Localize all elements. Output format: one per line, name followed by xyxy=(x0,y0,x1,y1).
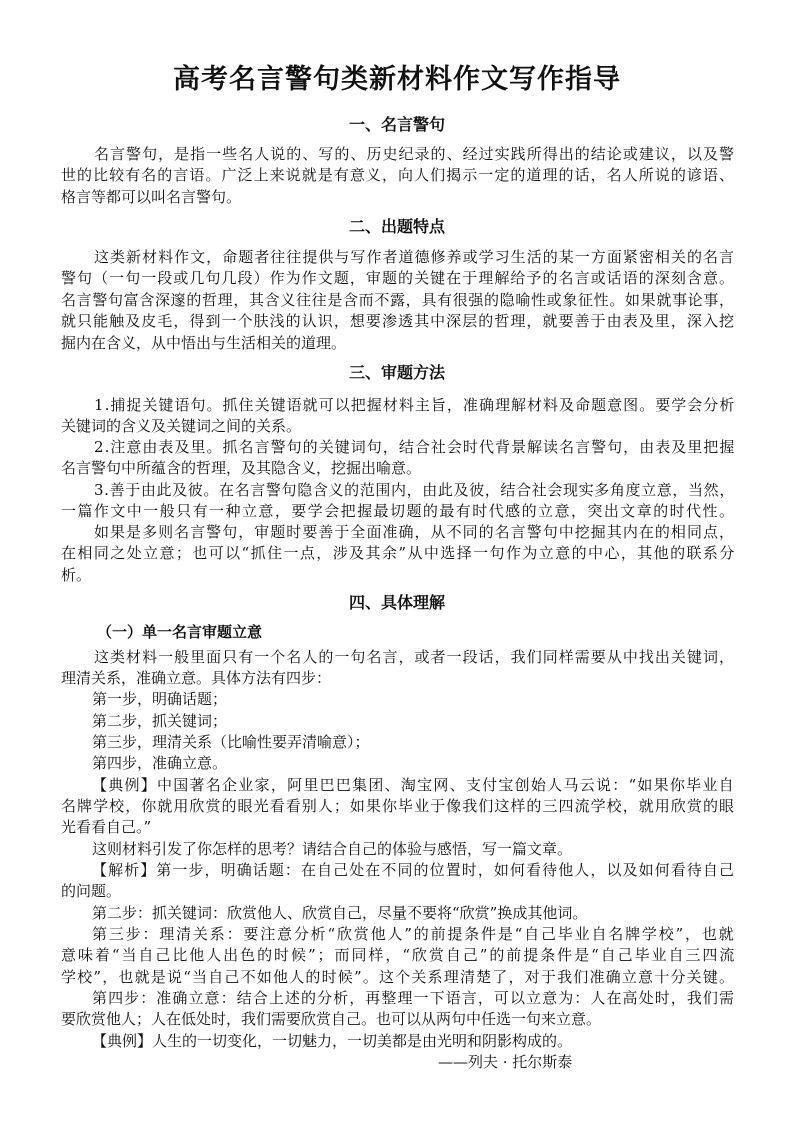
paragraph-line: 这类新材料作文，命题者往往提供与写作者道德修养或学习生活的某一方面紧密相关的名言 xyxy=(94,248,736,266)
paragraph-line: 警句（一句一段或几句几段）作为作文题，审题的关键在于理解给予的名言或话语的深刻含意。 xyxy=(61,269,736,287)
paragraph-line: 关键词的含义及关键词之间的关系。 xyxy=(61,417,302,435)
paragraph-line: 1.捕捉关键语句。抓住关键语就可以把握材料主旨，准确理解材料及命题意图。要学会分析 xyxy=(94,396,736,414)
paragraph-line: 学校”，也就是说“当自己不如他人的时候”。这个关系理清楚了，对于我们准确立意十分关键。 xyxy=(61,968,736,986)
paragraph-line: 3.善于由此及彼。在名言警句隐含义的范围内，由此及彼，结合社会现实多角度立意，当然， xyxy=(94,481,735,499)
paragraph-line: 第二步，抓关键词； xyxy=(92,712,228,730)
paragraph-line: 就只能触及皮毛，得到一个肤浅的认识，想要渗透其中深层的哲理，就要善于由表及里，深入挖 xyxy=(61,312,736,330)
paragraph-line: 光看看自己。” xyxy=(61,818,152,836)
page-title: 高考名言警句类新材料作文写作指导 xyxy=(173,64,621,95)
paragraph-line: 理清关系，准确立意。具体方法有四步： xyxy=(61,669,332,687)
paragraph-line: 名言警句中所蕴含的哲理，及其隐含义，挖掘出喻意。 xyxy=(61,459,422,477)
paragraph-line: 的问题。 xyxy=(61,882,122,900)
paragraph-line: 这则材料引发了你怎样的思考？请结合自己的体验与感悟，写一篇文章。 xyxy=(92,840,573,858)
section-heading-2: 二、出题特点 xyxy=(348,217,445,236)
paragraph-line: 第三步，理清关系（比喻性要弄清喻意）； xyxy=(92,733,370,751)
section-heading-4: 四、具体理解 xyxy=(348,593,445,612)
paragraph-line: 第一步，明确话题； xyxy=(92,690,228,708)
paragraph-line: 【解析】第一步，明确话题：在自己处在不同的位置时，如何看待他人，以及如何看待自己 xyxy=(92,861,736,879)
paragraph-line: 名言警句，是指一些名人说的、写的、历史纪录的、经过实践所得出的结论或建议，以及警 xyxy=(94,145,736,163)
paragraph-line: 第四步，准确立意。 xyxy=(92,754,228,772)
paragraph-line: 一篇作文中一般只有一种立意，要学会把握最切题的最有时代感的立意，突出文章的时代性。 xyxy=(61,502,736,520)
quote-attribution: ——列夫 · 托尔斯泰 xyxy=(438,1053,573,1071)
paragraph-line: 如果是多则名言警句，审题时要善于全面准确，从不同的名言警句中挖掘其内在的相同点， xyxy=(94,523,736,541)
paragraph-line: 第三步：理清关系：要注意分析“欣赏他人”的前提条件是“自己毕业自名牌学校”，也就 xyxy=(92,925,736,943)
section-heading-1: 一、名言警句 xyxy=(348,115,445,134)
paragraph-line: 世的比较有名的言语。广泛上来说就是有意义，向人们揭示一定的道理的话，名人所说的谚语、 xyxy=(61,166,736,184)
subsection-heading: （一）单一名言审题立意 xyxy=(97,623,263,641)
paragraph-line: 在相同之处立意；也可以“抓住一点，涉及其余”从中选择一句作为立意的中心，其他的联系分 xyxy=(61,544,736,562)
paragraph-line: 名牌学校，你就用欣赏的眼光看看别人；如果你毕业于像我们这样的三四流学校，就用欣赏的眼 xyxy=(61,797,736,815)
paragraph-line: 第四步：准确立意：结合上述的分析，再整理一下语言，可以立意为：人在高处时，我们需 xyxy=(92,989,736,1007)
paragraph-line: 【典例】人生的一切变化，一切魅力，一切美都是由光明和阴影构成的。 xyxy=(92,1032,573,1050)
paragraph-line: 第二步：抓关键词：欣赏他人、欣赏自己，尽量不要将“欣赏”换成其他词。 xyxy=(92,904,588,922)
paragraph-line: 要欣赏他人；人在低处时，我们需要欣赏自己。也可以从两句中任选一句来立意。 xyxy=(61,1010,602,1028)
section-heading-3: 三、审题方法 xyxy=(348,363,445,382)
paragraph-line: 【典例】中国著名企业家，阿里巴巴集团、淘宝网、支付宝创始人马云说：“如果你毕业自 xyxy=(92,776,735,794)
paragraph-line: 2.注意由表及里。抓名言警句的关键词句，结合社会时代背景解读名言警句，由表及里把握 xyxy=(94,438,736,456)
paragraph-line: 名言警句富含深邃的哲理，其含义往往是含而不露，具有很强的隐喻性或象征性。如果就事论事， xyxy=(61,291,735,309)
paragraph-line: 掘内在含义，从中悟出与生活相关的道理。 xyxy=(61,334,347,352)
paragraph-line: 格言等都可以叫名言警句。 xyxy=(61,188,242,206)
paragraph-line: 析。 xyxy=(61,566,92,584)
paragraph-line: 意味着“当自己比他人出色的时候”；而同样，“欣赏自己”的前提条件是“自己毕业自三四流 xyxy=(61,946,737,964)
paragraph-line: 这类材料一般里面只有一个名人的一句名言，或者一段话，我们同样需要从中找出关键词， xyxy=(94,648,736,666)
